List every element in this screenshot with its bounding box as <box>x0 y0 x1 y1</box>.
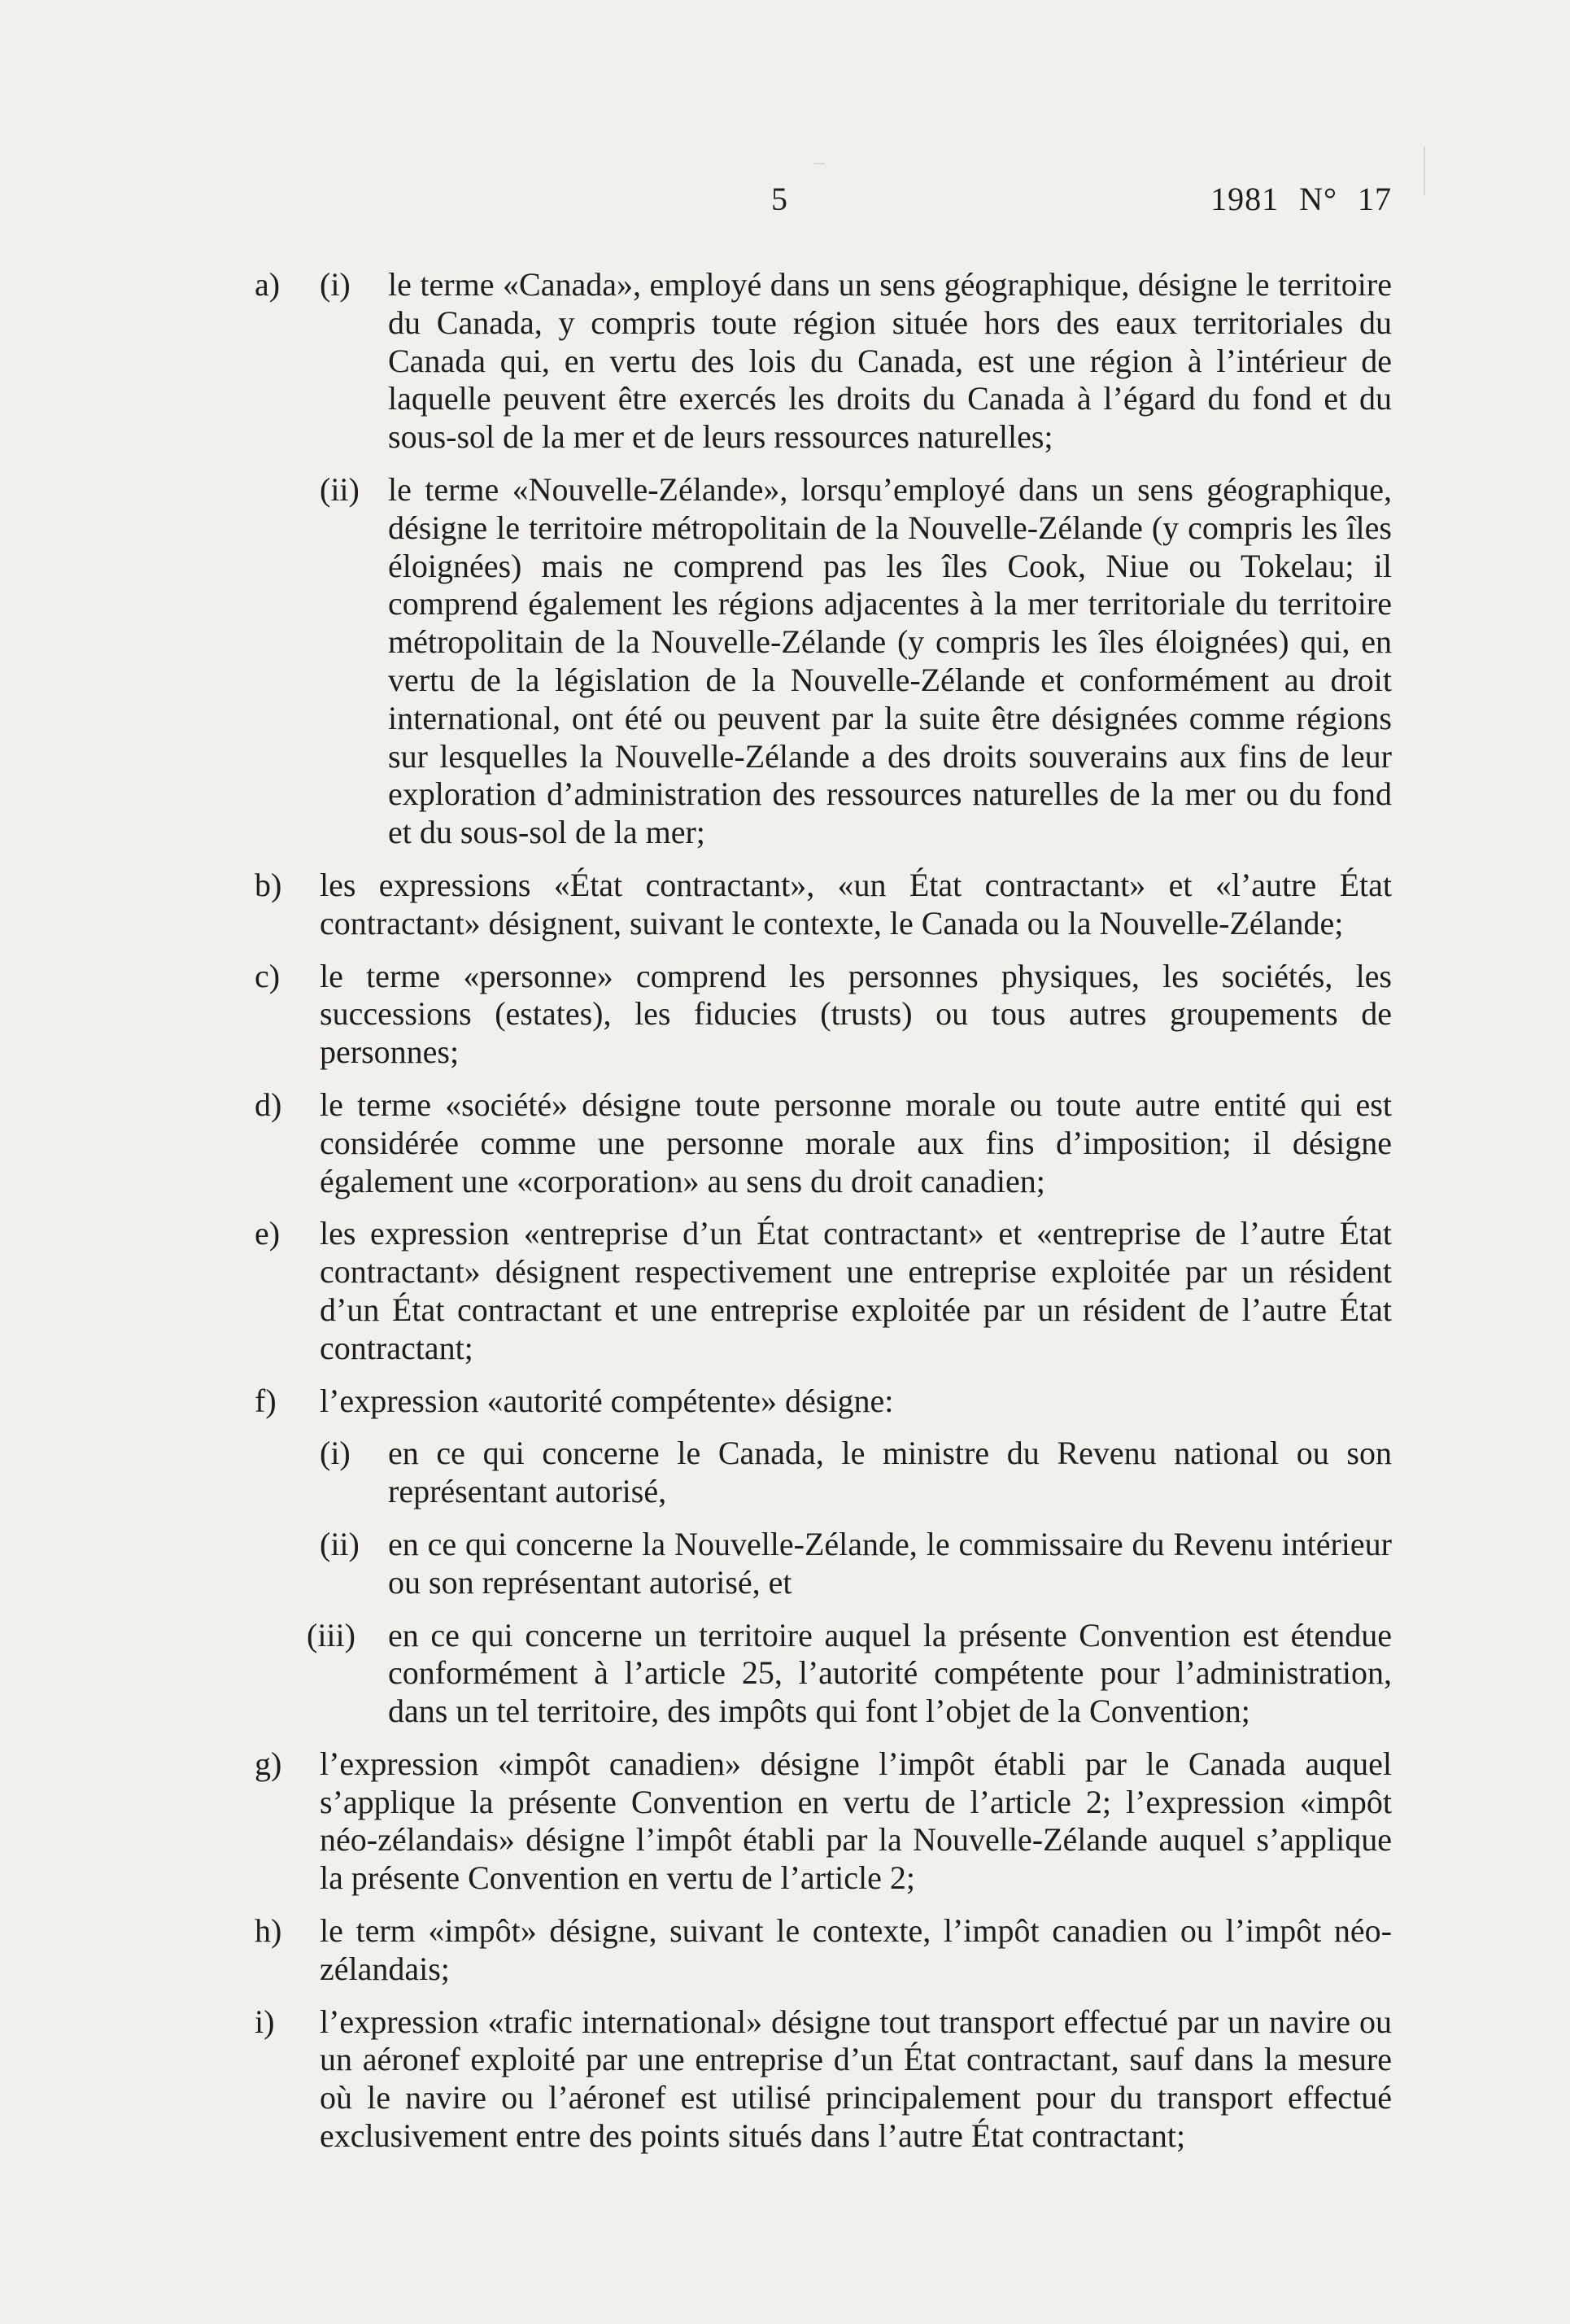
page-number: 5 <box>771 181 787 217</box>
item-label: h) <box>255 1912 282 1950</box>
item-label: a) <box>255 266 281 303</box>
item-text: l’expression «autorité compétente» désigne: <box>320 1382 894 1419</box>
item-label: e) <box>255 1215 281 1252</box>
definition-a-i <box>320 266 1392 456</box>
item-label: f) <box>255 1382 277 1419</box>
definition-c <box>255 958 1392 1072</box>
item-label: c) <box>255 957 281 994</box>
document-reference: 1981 N° 17 <box>1210 181 1392 217</box>
subitem-label: (ii) <box>320 470 360 508</box>
item-text: le terme «société» désigne toute personne morale ou toute autre entité qui est considérée comme une personne morale aux fins d’imposition; il désigne également une «corporation» au sens du droit canadien; <box>320 1086 1392 1199</box>
item-text: le term «impôt» désigne, suivant le contexte, l’impôt canadien ou l’impôt néo-zélandais; <box>320 1912 1392 1987</box>
subitem-text: en ce qui concerne la Nouvelle-Zélande, le commissaire du Revenu intérieur ou son représentant autorisé, et <box>388 1525 1392 1601</box>
item-label: b) <box>255 866 282 903</box>
item-label: d) <box>255 1086 282 1123</box>
definition-f <box>255 1383 1392 1731</box>
item-text: l’expression «impôt canadien» désigne l’impôt établi par le Canada auquel s’applique la présente Convention en vertu de l’article 2; l’expression «impôt néo-zélandais» désigne l’impôt établi par la Nouvelle-Zélande auquel s’applique la présente Convention en vertu de l’article 2; <box>320 1745 1392 1897</box>
page-header <box>0 181 1570 221</box>
definition-g <box>255 1745 1392 1898</box>
scan-mark <box>813 163 825 164</box>
subitem-text: le terme «Canada», employé dans un sens géographique, désigne le territoire du Canada, y compris toute région située hors des eaux territoriales du Canada qui, en vertu des lois du Canada, est une région à l’intérieur de laquelle peuvent être exercés les droits du Canada à l’égard du fond et du sous-sol de la mer et de leurs ressources naturelles; <box>388 266 1392 456</box>
definition-a <box>255 266 1392 852</box>
subitem-text: en ce qui concerne un territoire auquel la présente Convention est étendue conformément à l’article 25, l’autorité compétente pour l’administration, dans un tel territoire, des impôts qui font l’objet de la Convention; <box>388 1616 1392 1730</box>
subitem-label: (ii) <box>320 1525 360 1562</box>
definition-f-sublist <box>307 1435 1392 1731</box>
item-text: le terme «personne» comprend les personnes physiques, les sociétés, les successions (estates), les fiducies (trusts) ou tous autres groupements de personnes; <box>320 957 1392 1071</box>
subitem-label: (iii) <box>307 1616 355 1653</box>
definitions-list <box>255 266 1392 2170</box>
definition-f-ii <box>320 1526 1392 1602</box>
item-text: les expressions «État contractant», «un État contractant» et «l’autre État contractant» désignent, suivant le contexte, le Canada ou la Nouvelle-Zélande; <box>320 866 1392 941</box>
subitem-text: le terme «Nouvelle-Zélande», lorsqu’employé dans un sens géographique, désigne le territoire métropolitain de la Nouvelle-Zélande (y compris les îles éloignées) mais ne comprend pas les îles Cook, Niue ou Tokelau; il comprend également les régions adjacentes à la mer territoriale du territoire métropolitain de la Nouvelle-Zélande (y compris les îles éloignées) qui, en vertu de la législation de la Nouvelle-Zélande et conformément au droit international, ont été ou peuvent par la suite être désignées comme régions sur lesquelles la Nouvelle-Zélande a des droits souverains aux fins de leur exploration d’administration des ressources naturelles de la mer ou du fond et du sous-sol de la mer; <box>388 470 1392 851</box>
definition-b <box>255 867 1392 943</box>
definition-i <box>255 2003 1392 2156</box>
definition-f-i <box>320 1435 1392 1511</box>
item-text: les expression «entreprise d’un État contractant» et «entreprise de l’autre État contractant» désignent respectivement une entreprise exploitée par un résident d’un État contractant et une entreprise exploitée par un résident de l’autre État contractant; <box>320 1215 1392 1366</box>
item-label: g) <box>255 1745 282 1782</box>
item-text: l’expression «trafic international» désigne tout transport effectué par un navire ou un aéronef exploité par une entreprise d’un État contractant, sauf dans la mesure où le navire ou l’aéronef est utilisé principalement pour du transport effectué exclusivement entre des points situés dans l’autre État contractant; <box>320 2003 1392 2155</box>
item-label: i) <box>255 2003 275 2040</box>
definition-e <box>255 1215 1392 1367</box>
subitem-text: en ce qui concerne le Canada, le ministre du Revenu national ou son représentant autorisé, <box>388 1435 1392 1510</box>
definition-h <box>255 1912 1392 1989</box>
subitem-label: (i) <box>320 266 351 303</box>
definition-f-iii <box>307 1616 1392 1731</box>
subitem-label: (i) <box>320 1435 351 1472</box>
definition-d <box>255 1086 1392 1200</box>
definition-a-ii <box>320 471 1392 852</box>
